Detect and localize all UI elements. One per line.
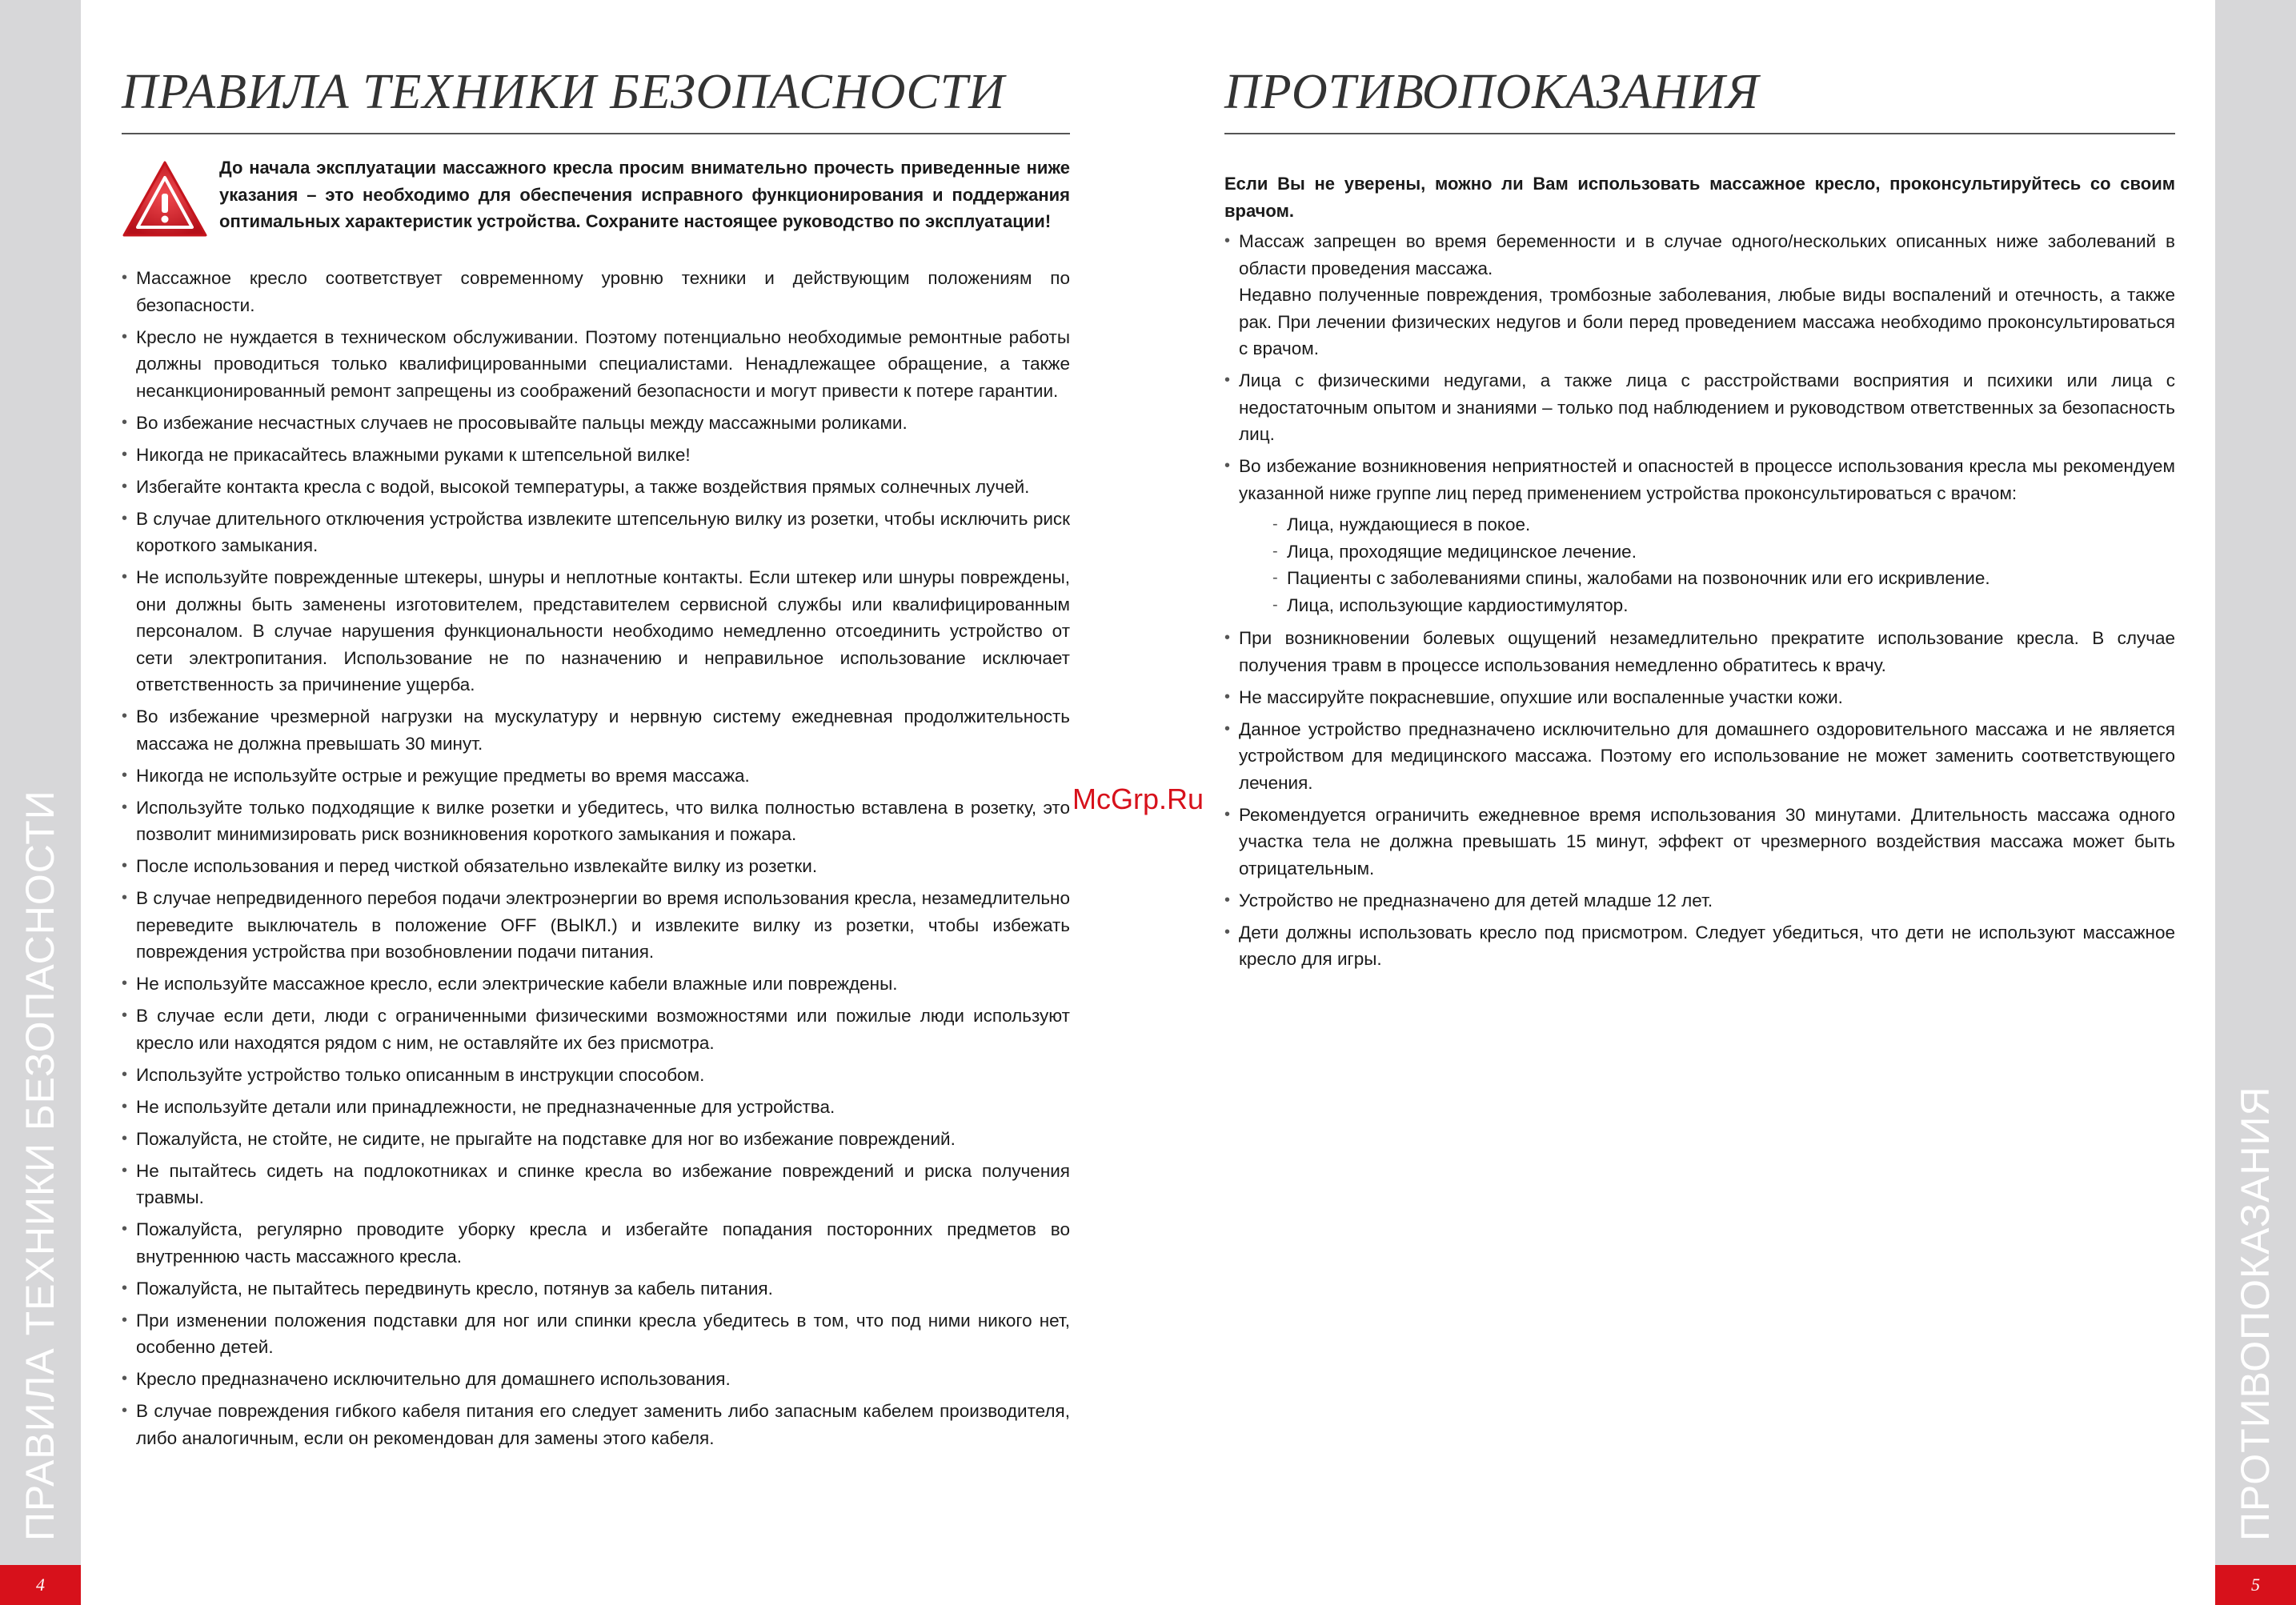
list-item: • После использования и перед чисткой обязательно извлекайте вилку из розетки.: [122, 853, 1070, 880]
page-title-left: ПРАВИЛА ТЕХНИКИ БЕЗОПАСНОСТИ: [122, 65, 1005, 119]
list-item: • Пожалуйста, не пытайтесь передвинуть кресло, потянув за кабель питания.: [122, 1275, 1070, 1303]
watermark: McGrp.Ru: [1072, 782, 1204, 815]
list-item: • Во избежание несчастных случаев не просовывайте пальцы между массажными роликами.: [122, 410, 1070, 437]
list-item: • Пожалуйста, не стойте, не сидите, не прыгайте на подставке для ног во избежание повреждений.: [122, 1126, 1070, 1153]
list-item-text: • Массаж запрещен во время беременности и в случае одного/нескольких описанных ниже заболеваний в области проведения массажа.: [1239, 231, 2175, 278]
list-item-text: • Данное устройство предназначено исключительно для домашнего оздоровительного массажа и не является устройством для медицинского массажа. Поэтому его использование не может заменить соответствующего лечения.: [1239, 718, 2175, 793]
list-item: [1224, 887, 2175, 915]
list-item: [1224, 228, 2175, 362]
list-item: • Кресло не нуждается в техническом обслуживании. Поэтому потенциально необходимые ремонтные работы должны проводиться только квалифицированными специалистами. Ненадлежащее обращение, а также несанкционированный ремонт запрещены из соображений безопасности и могут привести к потере гарантии.: [122, 324, 1070, 405]
list-item: • Пожалуйста, регулярно проводите уборку кресла и избегайте попадания посторонних предметов во внутреннюю часть массажного кресла.: [122, 1216, 1070, 1270]
list-item: [1224, 453, 2175, 618]
list-item: • Не используйте поврежденные штекеры, шнуры и неплотные контакты. Если штекер или шнуры повреждены, они должны быть заменены изготовителем, представителем сервисной службы или квалифицированным персоналом. В случае нарушения функциональности необходимо немедленно отсоединить устройство от сети электропитания. Использование не по назначению и неправильное использование исключает ответственность за причинение ущерба.: [122, 564, 1070, 698]
sub-list-item: - Пациенты с заболеваниями спины, жалобами на позвоночник или его искривление.: [1272, 565, 2175, 592]
list-item: • Никогда не используйте острые и режущие предметы во время массажа.: [122, 762, 1070, 790]
list-item: • Не используйте массажное кресло, если электрические кабели влажные или повреждены.: [122, 971, 1070, 998]
list-item: • В случае непредвиденного перебоя подачи электроэнергии во время использования кресла, незамедлительно переведите выключатель в положение OFF (ВЫКЛ.) и извлеките вилку из розетки, чтобы избежать повреждения устройства при возобновлении подачи питания.: [122, 885, 1070, 966]
list-item-text: • Рекомендуется ограничить ежедневное время использования 30 минутами. Длительность массажа одного участка тела не должна превышать 15 минут, эффект от чрезмерного воздействия массажа может быть отрицательным.: [1239, 804, 2175, 879]
list-item: • Массажное кресло соответствует современному уровню техники и действующим положениям по безопасности.: [122, 265, 1070, 318]
safety-rules-list: [122, 265, 1070, 1457]
list-item: • Никогда не прикасайтесь влажными руками к штепсельной вилке!: [122, 442, 1070, 469]
list-item: • При изменении положения подставки для ног или спинки кресла убедитесь в том, что под ними никого нет, особенно детей.: [122, 1307, 1070, 1361]
title-divider-left: [122, 133, 1070, 134]
sub-list-item: - Лица, проходящие медицинское лечение.: [1272, 538, 2175, 566]
list-item: • Кресло предназначено исключительно для домашнего использования.: [122, 1366, 1070, 1393]
list-item: • Используйте только подходящие к вилке розетки и убедитесь, что вилка полностью вставлена в розетку, это позволит минимизировать риск возникновения короткого замыкания и пожара.: [122, 794, 1070, 848]
list-item: [1224, 716, 2175, 797]
right-sidebar-text: ПРОТИВОПОКАЗАНИЯ: [2232, 1086, 2278, 1541]
list-item: [1224, 684, 2175, 711]
page-number-right: 5: [2215, 1565, 2296, 1605]
page-title-right: ПРОТИВОПОКАЗАНИЯ: [1224, 65, 1760, 119]
warning-triangle-icon: [122, 160, 208, 238]
list-item: [1224, 919, 2175, 973]
left-sidebar-text: ПРАВИЛА ТЕХНИКИ БЕЗОПАСНОСТИ: [17, 790, 62, 1541]
list-item: [1224, 802, 2175, 883]
right-sidebar: [2215, 0, 2296, 1565]
intro-text-left: До начала эксплуатации массажного кресла просим внимательно прочесть приведенные ниже указания – это необходимо для обеспечения исправного функционирования и поддержания оптимальных характеристик устройства. Сохраните настоящее руководство по эксплуатации!: [219, 158, 1070, 231]
sub-list-item: - Лица, нуждающиеся в покое.: [1272, 511, 2175, 538]
list-item: • Избегайте контакта кресла с водой, высокой температуры, а также воздействия прямых солнечных лучей.: [122, 474, 1070, 501]
left-sidebar: [0, 0, 81, 1565]
list-item: • В случае повреждения гибкого кабеля питания его следует заменить либо запасным кабелем производителя, либо аналогичным, если он рекомендован для замены этого кабеля.: [122, 1398, 1070, 1451]
list-item-text: • Устройство не предназначено для детей младше 12 лет.: [1239, 890, 1713, 911]
list-item: • Используйте устройство только описанным в инструкции способом.: [122, 1062, 1070, 1089]
list-item: [1224, 625, 2175, 678]
list-item: [1224, 367, 2175, 448]
risk-group-list: [1272, 511, 2175, 618]
list-item-text: • Во избежание возникновения неприятностей и опасностей в процессе использования кресла мы рекомендуем указанной ниже группе лиц перед применением устройства проконсультироваться с врачом:: [1239, 456, 2175, 503]
sub-list-item: - Лица, использующие кардиостимулятор.: [1272, 592, 2175, 619]
list-item-text: • При возникновении болевых ощущений незамедлительно прекратите использование кресла. В случае получения травм в процессе использования немедленно обратитесь к врачу.: [1239, 628, 2175, 675]
list-item-text: Недавно полученные повреждения, тромбозные заболевания, любые виды воспалений и отечность, а также рак. При лечении физических недугов и боли перед проведением массажа необходимо проконсультироваться с врачом.: [1239, 285, 2175, 358]
intro-text-right: Если Вы не уверены, можно ли Вам использовать массажное кресло, проконсультируйтесь со своим врачом.: [1224, 174, 2175, 221]
contraindications-list: [1224, 228, 2175, 978]
list-item: • В случае если дети, люди с ограниченными физическими возможностями или пожилые люди используют кресло или находятся рядом с ним, не оставляйте их без присмотра.: [122, 1003, 1070, 1056]
list-item: • В случае длительного отключения устройства извлеките штепсельную вилку из розетки, чтобы исключить риск короткого замыкания.: [122, 506, 1070, 559]
title-divider-right: [1224, 133, 2175, 134]
page-number-left: 4: [0, 1565, 81, 1605]
list-item-text: • Не массируйте покрасневшие, опухшие или воспаленные участки кожи.: [1239, 686, 1843, 707]
list-item: • Не пытайтесь сидеть на подлокотниках и спинке кресла во избежание повреждений и риска получения травмы.: [122, 1158, 1070, 1211]
list-item-text: • Дети должны использовать кресло под присмотром. Следует убедиться, что дети не используют массажное кресло для игры.: [1239, 922, 2175, 969]
list-item: • Не используйте детали или принадлежности, не предназначенные для устройства.: [122, 1094, 1070, 1121]
list-item-text: • Лица с физическими недугами, а также лица с расстройствами восприятия и психики или лица с недостаточным опытом и знаниями – только под наблюдением и руководством ответственных за безопасность лиц.: [1239, 370, 2175, 444]
list-item: • Во избежание чрезмерной нагрузки на мускулатуру и нервную систему ежедневная продолжительность массажа не должна превышать 30 минут.: [122, 703, 1070, 757]
